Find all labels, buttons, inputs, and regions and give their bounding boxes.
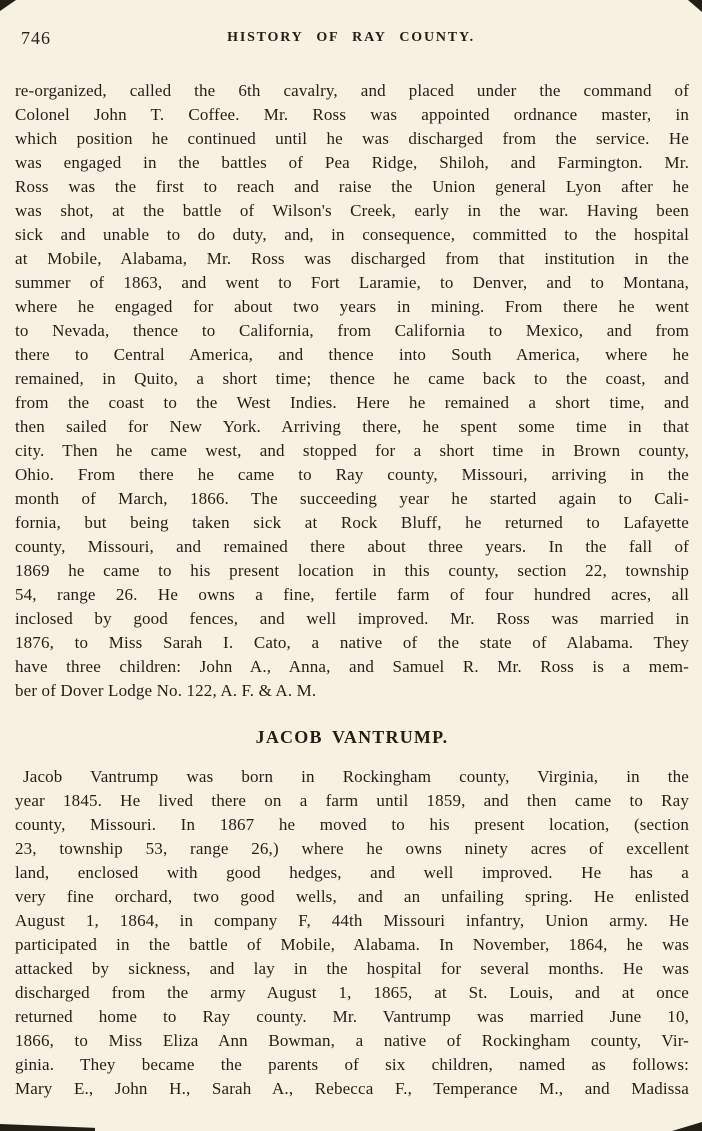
text-line: Colonel John T. Coffee. Mr. Ross was appointed ordnance master, in [15, 105, 689, 124]
text-line: 23, township 53, range 26,) where he owns ninety acres of excellent [15, 839, 689, 858]
text-line: sick and unable to do duty, and, in consequence, committed to the hospital [15, 225, 689, 244]
text-line: land, enclosed with good hedges, and well improved. He has a [15, 863, 689, 882]
paragraph-vantrump-biography [15, 765, 689, 1101]
scan-artifact-top-left [0, 0, 16, 11]
text-line: returned home to Ray county. Mr. Vantrump was married June 10, [15, 1007, 689, 1026]
text-line: ber of Dover Lodge No. 122, A. F. & A. M. [15, 681, 317, 700]
page-number: 746 [21, 28, 51, 48]
text-line: ginia. They became the parents of six children, named as follows: [15, 1055, 689, 1074]
text-line: summer of 1863, and went to Fort Laramie, to Denver, and to Montana, [15, 273, 689, 292]
text-line: Ross was the first to reach and raise the Union general Lyon after he [15, 177, 689, 196]
text-line: which position he continued until he was discharged from the service. He [15, 129, 689, 148]
text-line: inclosed by good fences, and well improved. Mr. Ross was married in [15, 609, 689, 628]
text-line: Jacob Vantrump was born in Rockingham county, Virginia, in the [23, 767, 689, 786]
text-line: Mary E., John H., Sarah A., Rebecca F., Temperance M., and Madissa [15, 1079, 689, 1098]
text-line: remained, in Quito, a short time; thence he came back to the coast, and [15, 369, 689, 388]
text-line: August 1, 1864, in company F, 44th Missouri infantry, Union army. He [15, 911, 689, 930]
scan-artifact-bottom-left [0, 1124, 95, 1131]
text-line: city. Then he came west, and stopped for a short time in Brown county, [15, 441, 689, 460]
text-line: year 1845. He lived there on a farm until 1859, and then came to Ray [15, 791, 689, 810]
text-line: 1876, to Miss Sarah I. Cato, a native of the state of Alabama. They [15, 633, 689, 652]
text-line: very fine orchard, two good wells, and an unfailing spring. He enlisted [15, 887, 689, 906]
page-header [0, 27, 702, 49]
text-line: fornia, but being taken sick at Rock Bluff, he returned to Lafayette [15, 513, 689, 532]
text-line: Ohio. From there he came to Ray county, Missouri, arriving in the [15, 465, 689, 484]
scan-artifact-bottom-right [672, 1122, 702, 1131]
text-line: 1869 he came to his present location in this county, section 22, township [15, 561, 689, 580]
text-line: there to Central America, and thence into South America, where he [15, 345, 689, 364]
text-line: have three children: John A., Anna, and Samuel R. Mr. Ross is a mem- [15, 657, 689, 676]
text-line: was shot, at the battle of Wilson's Creek, early in the war. Having been [15, 201, 689, 220]
text-line: 54, range 26. He owns a fine, fertile farm of four hundred acres, all [15, 585, 689, 604]
text-line: was engaged in the battles of Pea Ridge, Shiloh, and Farmington. Mr. [15, 153, 689, 172]
body-text [0, 79, 702, 1101]
text-line: 1866, to Miss Eliza Ann Bowman, a native of Rockingham county, Vir- [15, 1031, 689, 1050]
text-line: county, Missouri, and remained there about three years. In the fall of [15, 537, 689, 556]
text-line: discharged from the army August 1, 1865, at St. Louis, and at once [15, 983, 689, 1002]
text-line: participated in the battle of Mobile, Alabama. In November, 1864, he was [15, 935, 689, 954]
text-line: then sailed for New York. Arriving there, he spent some time in that [15, 417, 689, 436]
section-heading-jacob-vantrump: JACOB VANTRUMP. [255, 727, 449, 747]
scan-artifact-top-right [688, 0, 702, 12]
text-line: at Mobile, Alabama, Mr. Ross was discharged from that institution in the [15, 249, 689, 268]
text-line: from the coast to the West Indies. Here he remained a short time, and [15, 393, 689, 412]
text-line: county, Missouri. In 1867 he moved to his present location, (section [15, 815, 689, 834]
text-line: month of March, 1866. The succeeding year he started again to Cali- [15, 489, 689, 508]
text-line: where he engaged for about two years in mining. From there he went [15, 297, 689, 316]
text-line: attacked by sickness, and lay in the hospital for several months. He was [15, 959, 689, 978]
text-line: re-organized, called the 6th cavalry, and placed under the command of [15, 81, 689, 100]
running-header: HISTORY OF RAY COUNTY. [227, 30, 475, 45]
paragraph-ross-biography [15, 79, 689, 703]
text-line: to Nevada, thence to California, from California to Mexico, and from [15, 321, 689, 340]
